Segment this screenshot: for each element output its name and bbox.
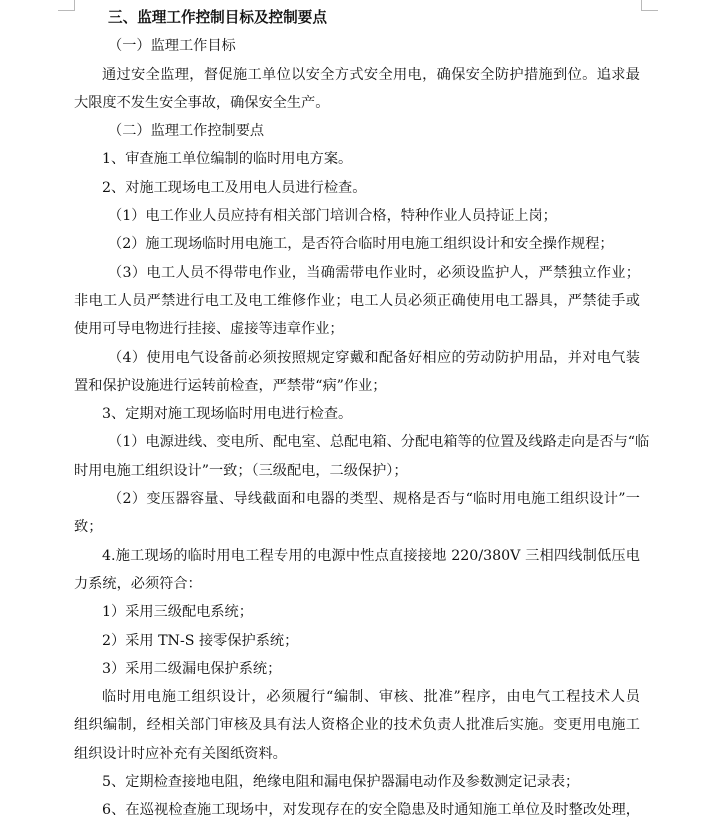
subsection-heading: （二）监理工作控制要点	[108, 123, 265, 140]
list-item: （1）电源进线、变电所、配电室、总配电箱、分配电箱等的位置及线路走向是否与“临	[108, 434, 650, 451]
paragraph-line: 非电工人员严禁进行电工及电工维修作业；电工人员必须正确使用电工器具，严禁徒手或	[74, 292, 640, 309]
list-item: （4）使用电气设备前必须按照规定穿戴和配备好相应的劳动防护用品，并对电气装	[108, 349, 640, 366]
paragraph-line: 致；	[74, 519, 103, 536]
paragraph-line: 通过安全监理，督促施工单位以安全方式安全用电，确保安全防护措施到位。追求最	[102, 66, 640, 83]
list-item: （1）电工作业人员应持有相关部门培训合格，特种作业人员持证上岗；	[108, 208, 557, 225]
list-item: （2）变压器容量、导线截面和电器的类型、规格是否与“临时用电施工组织设计”一	[108, 491, 640, 508]
page-corner-mark-left	[58, 0, 75, 11]
list-item: 2、对施工现场电工及用电人员进行检查。	[102, 179, 367, 196]
list-item: 6、在巡视检查施工现场中，对发现存在的安全隐患及时通知施工单位及时整改处理，	[102, 802, 640, 819]
paragraph-line: 时用电施工组织设计”一致；（三级配电，二级保护）；	[74, 462, 408, 479]
paragraph-line: 组织设计时应补充有关图纸资料。	[74, 745, 287, 762]
paragraph-line: 使用可导电物进行挂接、虚接等违章作业；	[74, 321, 344, 338]
paragraph-line: 力系统，必须符合：	[74, 575, 202, 592]
subsection-heading: （一）监理工作目标	[108, 38, 236, 55]
list-item: 2）采用 TN-S 接零保护系统；	[102, 632, 299, 649]
paragraph-line: 组织编制，经相关部门审核及具有法人资格企业的技术负责人批准后实施。变更用电施工	[74, 717, 640, 734]
list-item: 5、定期检查接地电阻，绝缘电阻和漏电保护器漏电动作及参数测定记录表；	[102, 774, 580, 791]
list-item: 1、审查施工单位编制的临时用电方案。	[102, 151, 353, 168]
list-item: 1）采用三级配电系统；	[102, 604, 253, 621]
section-heading: 三、监理工作控制目标及控制要点	[108, 9, 327, 26]
list-item: 3、定期对施工现场临时用电进行检查。	[102, 406, 353, 423]
paragraph-line: 置和保护设施进行运转前检查，严禁带“病”作业；	[74, 377, 387, 394]
list-item: 4.施工现场的临时用电工程专用的电源中性点直接接地 220/380V 三相四线制低压电	[102, 547, 640, 564]
paragraph-line: 大限度不发生安全事故，确保安全生产。	[74, 94, 330, 111]
list-item: （2）施工现场临时用电施工，是否符合临时用电施工组织设计和安全操作规程；	[108, 236, 614, 253]
paragraph-line: 临时用电施工组织设计，必须履行“编制、审核、批准”程序，由电气工程技术人员	[102, 689, 640, 706]
list-item: （3）电工人员不得带电作业，当确需带电作业时，必须设监护人，严禁独立作业；	[108, 264, 640, 281]
document-body	[74, 4, 650, 825]
page-corner-mark-right	[641, 0, 658, 11]
list-item: 3）采用二级漏电保护系统；	[102, 660, 282, 677]
